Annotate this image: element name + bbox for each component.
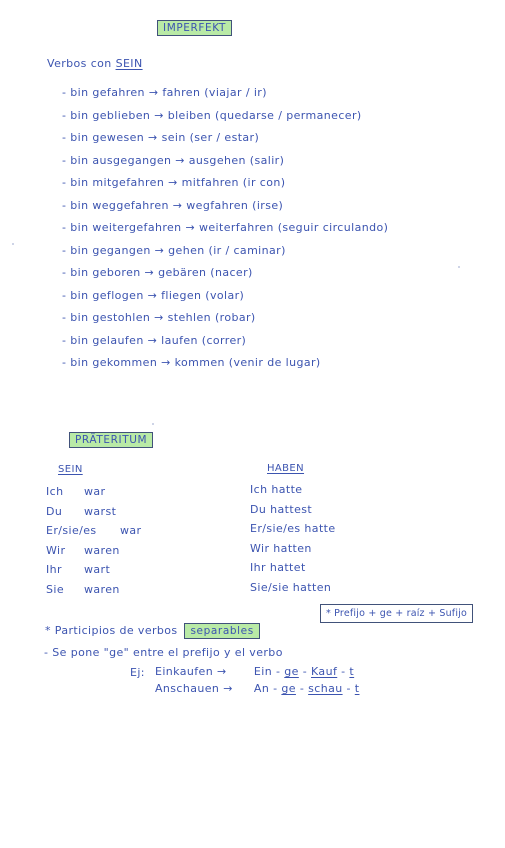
sein-row [46,524,141,544]
examples [155,665,360,699]
sein-row [46,563,141,583]
sein-row [46,544,141,564]
praeteritum-title [69,432,153,448]
example-stem: Kauf [311,665,338,678]
haben-row: Sie/sie hatten [250,580,332,594]
sein-form: waren [84,582,120,596]
list-item: - bin gegangen → gehen (ir / caminar) [62,243,286,257]
example-row [155,665,360,682]
list-item: - bin gefahren → fahren (viajar / ir) [62,86,267,99]
sein-row [46,485,141,505]
sein-intro-word: SEIN [115,57,143,70]
list-item: - bin gewesen → sein (ser / estar) [62,131,260,144]
list-item: - bin mitgefahren → mitfahren (ir con) [62,176,286,189]
example-prefix: Ein - [253,665,281,678]
list-item: - bin geflogen → fliegen (volar) [62,288,245,302]
example-sep2: - [341,665,346,678]
example-prefix: An - [253,682,278,695]
sein-form: waren [84,543,120,557]
ej-label: Ej: [130,666,145,679]
sein-pronoun: Ihr [46,563,62,576]
sein-form: war [120,524,142,537]
page-title-text: IMPERFEKT [163,22,226,34]
example-row [155,682,360,699]
verb-list [62,86,388,379]
praeteritum-title-text: PRÄTERITUM [75,434,148,446]
scan-speck [12,243,14,245]
scan-speck [458,266,460,268]
sein-pronoun: Sie [46,582,65,596]
page-title [157,20,232,36]
separables-highlight: separables [184,623,259,639]
sein-form: warst [84,504,117,518]
list-item: - bin geboren → gebären (nacer) [62,266,253,279]
haben-row: Du hattest [250,502,313,516]
haben-conjugation [250,483,336,600]
sein-row [46,583,141,603]
sein-conjugation [46,485,141,602]
example-ending: t [354,682,360,695]
list-item: - bin gelaufen → laufen (correr) [62,333,247,347]
example-sep: - [299,682,305,695]
participles-prefix: * Participios de verbos [45,624,178,637]
sein-intro-prefix: Verbos con [47,57,116,70]
sein-header: SEIN [58,464,83,475]
formula-box [320,604,473,623]
sein-intro [47,57,143,70]
example-verb: Anschauen → [155,682,233,695]
example-ge: ge [284,665,299,678]
example-stem: schau [308,682,343,695]
sein-pronoun: Wir [46,543,66,557]
example-ending: t [349,665,355,678]
example-sep: - [302,665,308,678]
participles-heading [45,624,260,637]
scan-speck [152,423,154,425]
formula-text: * Prefijo + ge + raíz + Sufijo [326,608,468,619]
list-item: - bin ausgegangen → ausgehen (salir) [62,153,285,167]
list-item: - bin geblieben → bleiben (quedarse / permanecer) [62,108,362,122]
sein-row [46,505,141,525]
example-verb: Einkaufen → [155,665,227,678]
example-sep2: - [346,682,351,695]
sein-form: war [84,485,106,498]
sein-pronoun: Du [46,504,63,518]
participles-rule: - Se pone "ge" entre el prefijo y el verbo [44,646,283,659]
sein-form: wart [84,563,111,576]
list-item: - bin weitergefahren → weiterfahren (seguir circulando) [62,221,389,234]
list-item: - bin gekommen → kommen (venir de lugar) [62,356,321,369]
sein-pronoun: Er/sie/es [46,524,97,537]
sein-pronoun: Ich [46,485,64,498]
list-item: - bin weggefahren → wegfahren (irse) [62,198,284,212]
haben-row: Ihr hattet [250,561,306,574]
haben-row: Ich hatte [250,483,303,496]
example-ge: ge [281,682,296,695]
list-item: - bin gestohlen → stehlen (robar) [62,311,256,324]
haben-header: HABEN [267,463,305,474]
haben-row: Wir hatten [250,541,312,555]
haben-row: Er/sie/es hatte [250,522,336,535]
